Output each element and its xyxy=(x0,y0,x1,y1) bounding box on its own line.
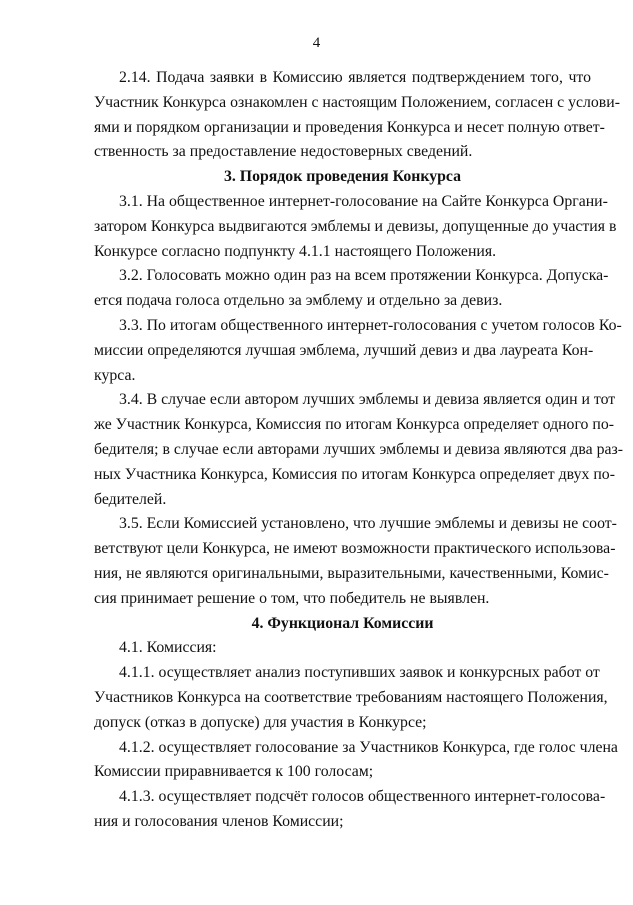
text-line: допуск (отказ в допуске) для участия в Конкурсе; xyxy=(94,713,427,731)
text-line: ных Участника Конкурса, Комиссия по итогам Конкурса определяет двух по- xyxy=(94,465,615,483)
paragraph xyxy=(94,736,618,786)
text-line: ется подача голоса отдельно за эмблему и отдельно за девиз. xyxy=(94,292,503,310)
text-line: бедителя; в случае если авторами лучших эмблемы и девиза являются два раз- xyxy=(94,440,624,458)
page-number: 4 xyxy=(312,35,321,51)
section-heading: 3. Порядок проведения Конкурса xyxy=(223,168,461,186)
text-line: же Участник Конкурса, Комиссия по итогам Конкурса определяет одного по- xyxy=(94,416,615,434)
paragraph xyxy=(94,264,609,314)
paragraph xyxy=(94,190,617,264)
paragraph xyxy=(94,314,622,388)
text-line: Участник Конкурса ознакомлен с настоящим Положением, согласен с услови- xyxy=(94,93,620,111)
text-line: миссии определяются лучшая эмблема, лучший девиз и два лауреата Кон- xyxy=(94,341,594,359)
text-line: 4.1.2. осуществляет голосование за Участников Конкурса, где голос члена xyxy=(119,738,618,756)
paragraph xyxy=(94,661,608,735)
text-line: ния и голосования членов Комиссии; xyxy=(94,812,344,830)
section-heading: 4. Функционал Комиссии xyxy=(251,614,434,632)
paragraph xyxy=(94,388,624,512)
text-line: бедителей. xyxy=(94,490,167,508)
text-line: 2.14. Подача заявки в Комиссию является подтверждением того, что xyxy=(119,69,591,86)
text-line: 3.1. На общественное интернет-голосование на Сайте Конкурса Органи- xyxy=(119,192,608,210)
text-line: 4.1.3. осуществляет подсчёт голосов общественного интернет-голосова- xyxy=(119,788,606,806)
text-line: затором Конкурса выдвигаются эмблемы и девизы, допущенные до участия в xyxy=(94,217,617,235)
text-line: 3.2. Голосовать можно один раз на всем протяжении Конкурса. Допуска- xyxy=(119,267,609,285)
text-line: 4.1. Комиссия: xyxy=(119,639,217,657)
paragraph xyxy=(94,636,591,661)
text-line: 3.3. По итогам общественного интернет-голосования с учетом голосов Ко- xyxy=(119,316,622,334)
text-line: ями и порядком организации и проведения Конкурса и несет полную ответ- xyxy=(94,118,605,136)
text-line: курса. xyxy=(94,366,136,384)
text-line: Комиссии приравнивается к 100 голосам; xyxy=(94,763,374,781)
text-line: Участников Конкурса на соответствие требованиям настоящего Положения, xyxy=(94,688,608,706)
paragraph xyxy=(94,66,620,165)
document-body xyxy=(94,66,624,835)
text-line: ветствуют цели Конкурса, не имеют возможности практического использова- xyxy=(94,540,616,558)
text-line: ственность за предоставление недостоверных сведений. xyxy=(94,143,473,161)
text-line: 3.5. Если Комиссией установлено, что лучшие эмблемы и девизы не соот- xyxy=(119,515,617,533)
text-line: 4.1.1. осуществляет анализ поступивших заявок и конкурсных работ от xyxy=(119,664,600,682)
paragraph xyxy=(94,785,606,835)
text-line: Конкурсе согласно подпункту 4.1.1 настоящего Положения. xyxy=(94,242,497,260)
text-line: ния, не являются оригинальными, выразительными, качественными, Комис- xyxy=(94,564,609,582)
text-line: 3.4. В случае если автором лучших эмблемы и девиза является один и тот xyxy=(119,391,616,409)
paragraph xyxy=(94,512,617,611)
text-line: сия принимает решение о том, что победитель не выявлен. xyxy=(94,589,490,607)
